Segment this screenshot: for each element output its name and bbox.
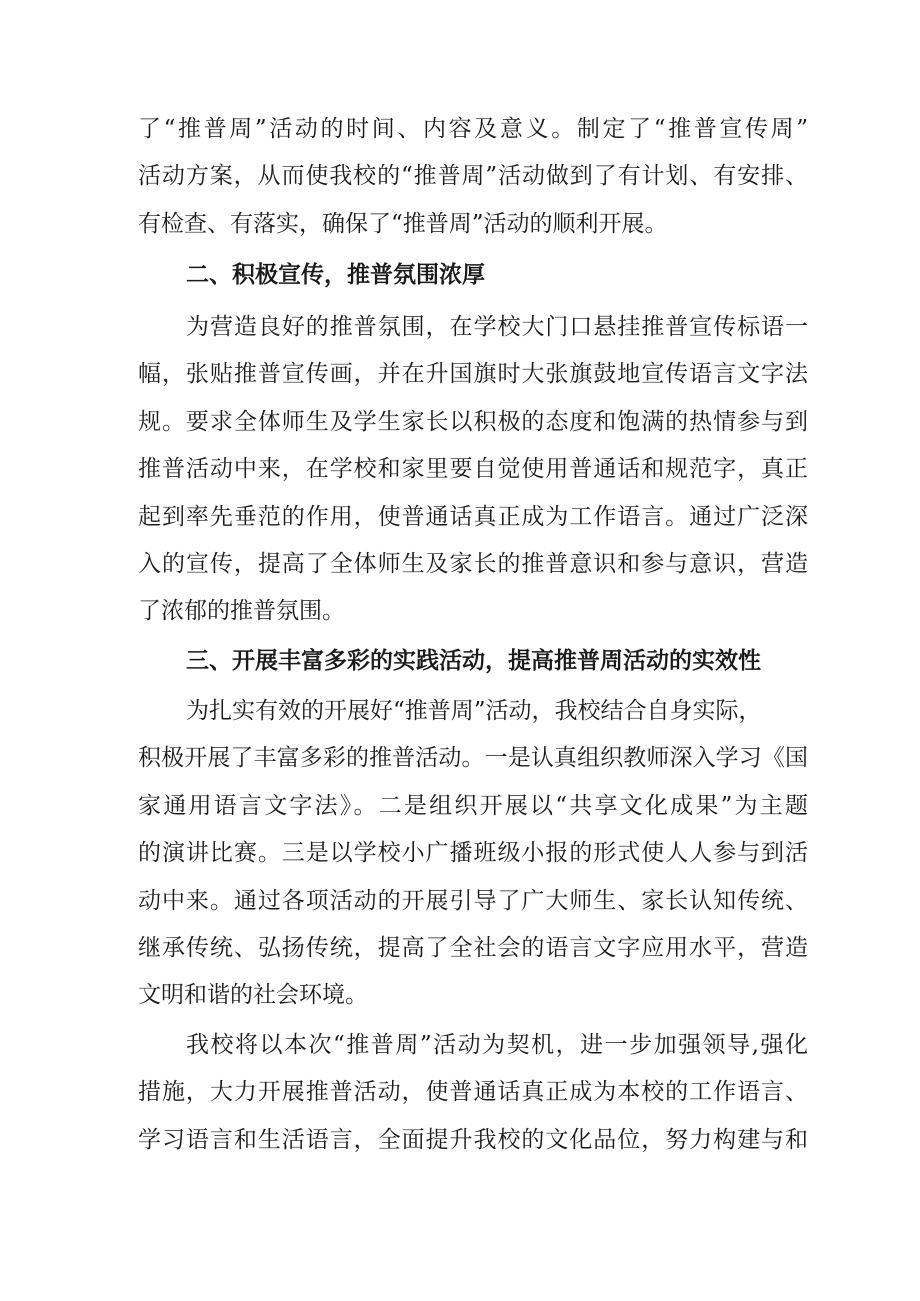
text-line: 为扎实有效的开展好“推普周”活动，我校结合自身实际，	[186, 698, 762, 724]
section-heading-3	[138, 638, 808, 685]
text-line: 文明和谐的社会环境。	[138, 982, 368, 1009]
text-line: 规。要求全体师生及学生家长以积极的态度和饱满的热情参与到	[138, 408, 808, 435]
text-line: 继承传统、弘扬传统，提高了全社会的语言文字应用水平，营造	[138, 934, 808, 961]
text-line: 活动方案，从而使我校的“推普周”活动做到了有计划、有安排、	[138, 163, 808, 190]
paragraph-activities	[138, 688, 808, 1020]
paragraph-conclusion	[138, 1022, 808, 1164]
text-line: 措施，大力开展推普活动，使普通话真正成为本校的工作语言、	[138, 1079, 808, 1106]
text-line: 推普活动中来，在学校和家里要自觉使用普通话和规范字，真正	[138, 456, 808, 483]
heading-text: 三、开展丰富多彩的实践活动，提高推普周活动的实效性	[186, 648, 761, 674]
paragraph-publicity	[138, 304, 808, 636]
text-line: 的演讲比赛。三是以学校小广播班级小报的形式使人人参与到活	[138, 840, 808, 867]
text-line: 为营造良好的推普氛围，在学校大门口悬挂推普宣传标语一	[186, 314, 808, 340]
text-line: 了“推普周”活动的时间、内容及意义。制定了“推普宣传周”	[138, 116, 808, 142]
text-line: 学习语言和生活语言，全面提升我校的文化品位，努力构建与和	[138, 1126, 808, 1153]
text-line: 入的宣传，提高了全体师生及家长的推普意识和参与意识，营造	[138, 550, 808, 577]
text-line: 家通用语言文字法》。二是组织开展以“共享文化成果”为主题	[138, 792, 808, 819]
text-line: 积极开展了丰富多彩的推普活动。一是认真组织教师深入学习《国	[138, 745, 808, 772]
text-line: 有检查、有落实，确保了“推普周”活动的顺利开展。	[138, 210, 668, 237]
heading-text: 二、积极宣传，推普氛围浓厚	[186, 262, 485, 288]
section-heading-2	[138, 252, 808, 299]
paragraph-intro	[138, 106, 808, 248]
text-line: 幅，张贴推普宣传画，并在升国旗时大张旗鼓地宣传语言文字法	[138, 361, 808, 388]
text-line: 我校将以本次“推普周”活动为契机，进一步加强领导,强化	[186, 1032, 808, 1058]
text-line: 动中来。通过各项活动的开展引导了广大师生、家长认知传统、	[138, 887, 808, 914]
text-line: 起到率先垂范的作用，使普通话真正成为工作语言。通过广泛深	[138, 503, 808, 530]
text-line: 了浓郁的推普氛围。	[138, 598, 345, 625]
